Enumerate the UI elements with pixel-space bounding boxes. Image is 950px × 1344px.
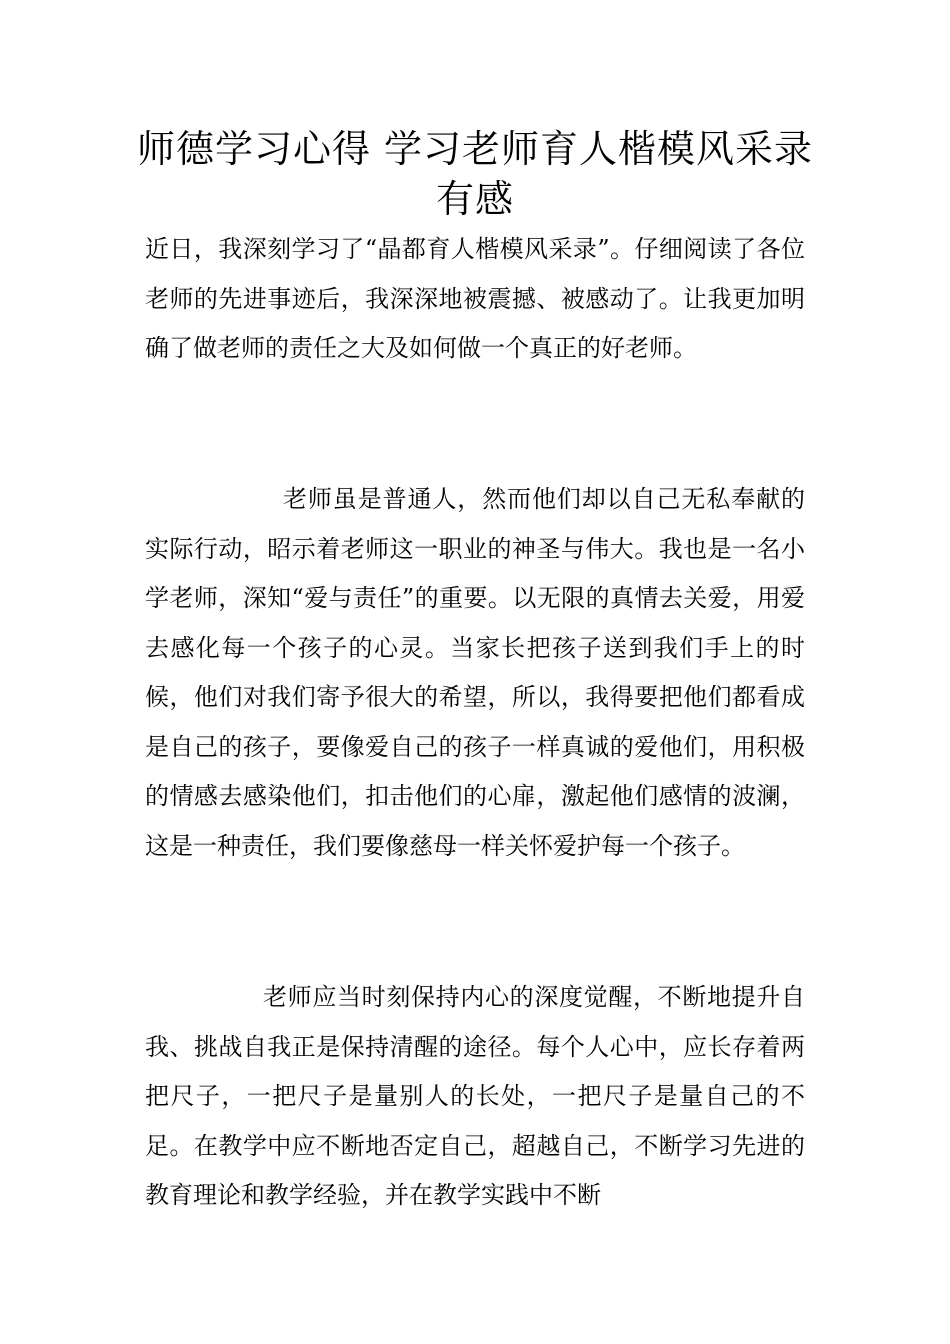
- document-title: 师德学习心得 学习老师育人楷模风采录有感: [136, 127, 814, 221]
- paragraph-self-improvement: 老师应当时刻保持内心的深度觉醒，不断地提升自我、挑战自我正是保持清醒的途径。每个人心中，应长存着两把尺子，一把尺子是量别人的长处，一把尺子是量自己的不足。在教学中应不断地否定自己，超越自己，不断学习先进的教育理论和教学经验，并在教学实践中不断: [145, 983, 805, 1209]
- paragraph-intro: 近日，我深刻学习了“晶都育人楷模风采录”。仔细阅读了各位老师的先进事迹后，我深深地被震撼、被感动了。让我更加明确了做老师的责任之大及如何做一个真正的好老师。: [145, 235, 805, 362]
- paragraph-love-and-responsibility: 老师虽是普通人，然而他们却以自己无私奉献的实际行动，昭示着老师这一职业的神圣与伟大。我也是一名小学老师，深知“爱与责任”的重要。以无限的真情去关爱，用爱去感化每一个孩子的心灵。当家长把孩子送到我们手上的时候，他们对我们寄予很大的希望，所以，我得要把他们都看成是自己的孩子，要像爱自己的孩子一样真诚的爱他们，用积极的情感去感染他们，扣击他们的心扉，激起他们感情的波澜，这是一种责任，我们要像慈母一样关怀爱护每一个孩子。: [145, 485, 805, 860]
